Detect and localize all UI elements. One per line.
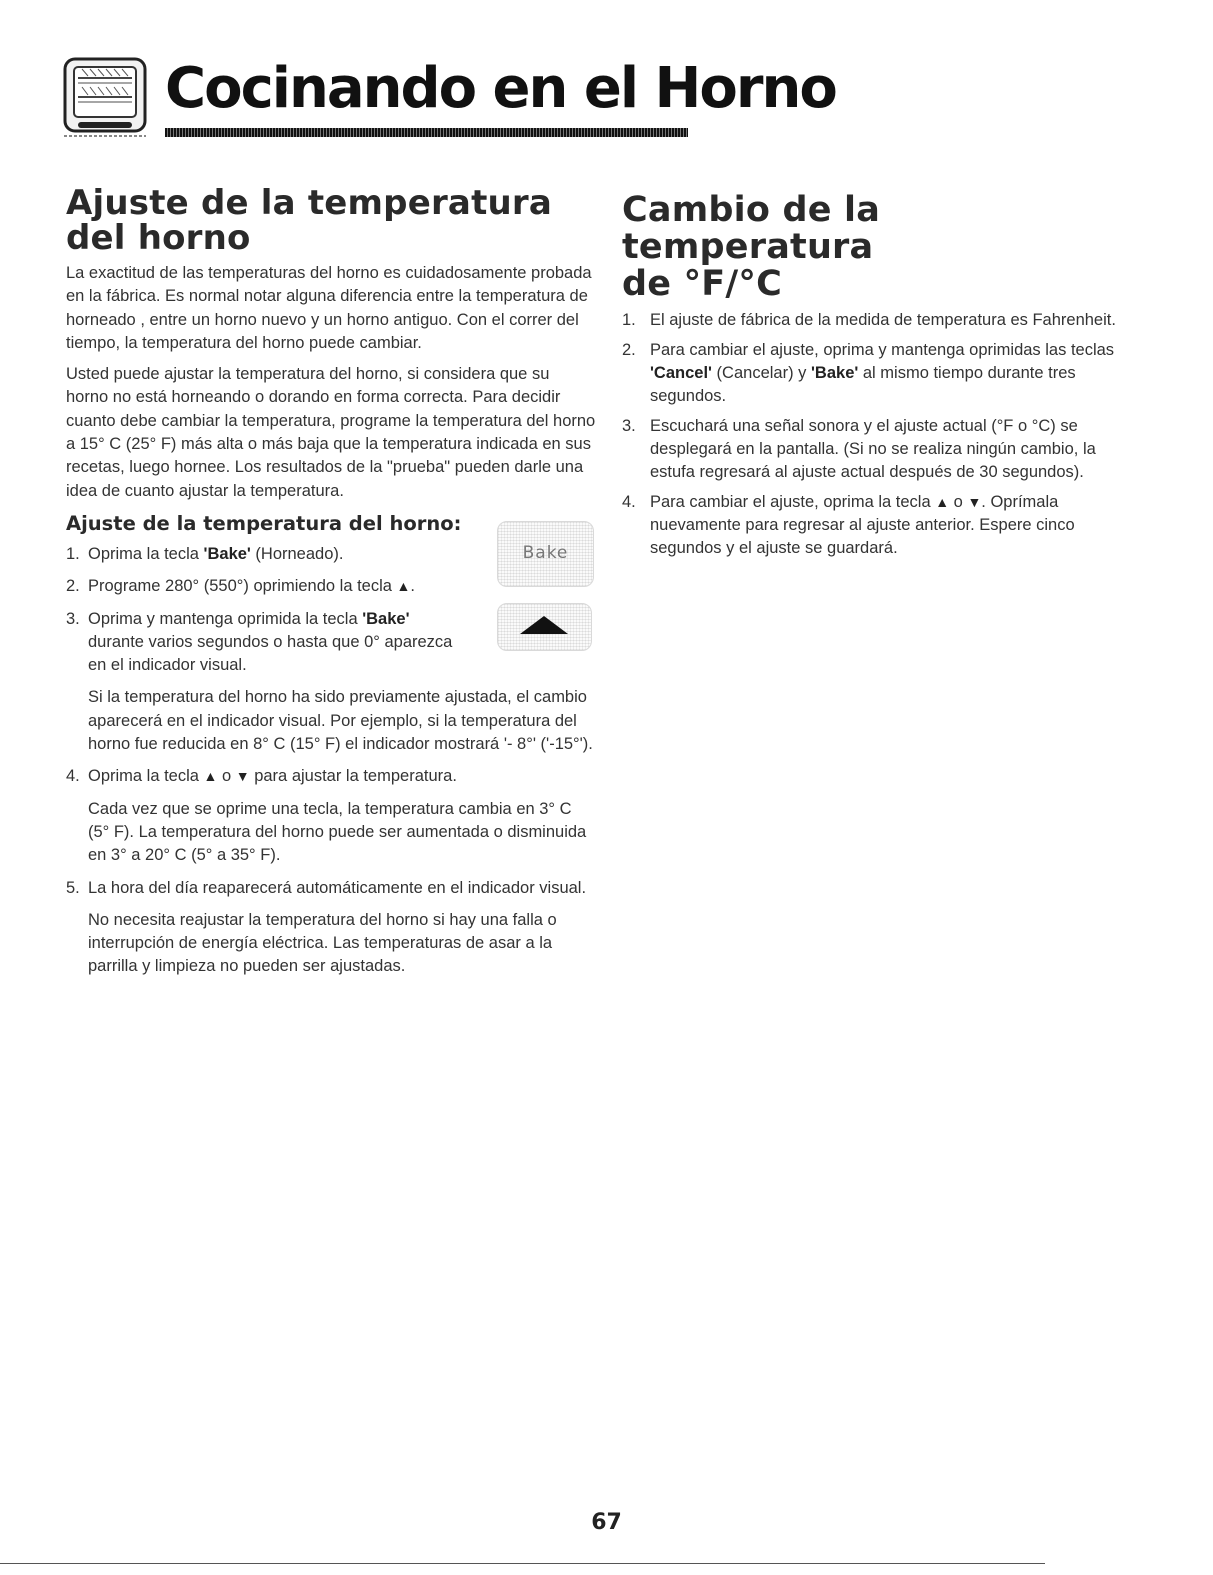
section-title-line1: Ajuste de la temperatura <box>66 183 553 223</box>
list-item <box>622 309 1142 332</box>
up-arrow-icon <box>498 604 591 650</box>
up-arrow-icon: ▲ <box>935 494 950 510</box>
bake-key-label: 'Bake' <box>203 544 251 563</box>
page-title: Cocinando en el Horno <box>165 56 836 121</box>
step-text: Oprima la tecla <box>88 767 204 786</box>
list-item <box>622 415 1142 484</box>
page-number: 67 <box>591 1510 622 1535</box>
right-column <box>622 192 1142 560</box>
intro-paragraph-2: Usted puede ajustar la temperatura del horno, si considera que su horno no está horneando o dorando en forma correcta. Para decidir cuanto debe cambiar la temperatura, programe la temperatura del horno a 15° C (25° F) más alta o más baja que la temperatura indicada en sus recetas, luego hornee. Los resultados de la "prueba" pueden darle una idea de cuanto ajustar la temperatura. <box>66 365 596 500</box>
down-arrow-icon: ▼ <box>967 494 982 510</box>
list-item <box>66 765 596 867</box>
step-text: Para cambiar el ajuste, oprima la tecla <box>650 493 936 511</box>
step-text: El ajuste de fábrica de la medida de temperatura es Fahrenheit. <box>650 311 1116 329</box>
step-text: . Oprímala nuevamente para regresar al ajuste anterior. Espere cinco segundos y el ajuste se guardará. <box>650 493 1075 557</box>
step-text: Oprima y mantenga oprimida la tecla <box>88 609 363 628</box>
oven-icon <box>62 56 148 140</box>
bottom-divider <box>0 1563 1045 1564</box>
step-text: durante varios segundos o hasta que 0° aparezca <box>88 632 453 651</box>
intro-paragraph-1: La exactitud de las temperaturas del horno es cuidadosamente probada en la fábrica. Es normal notar alguna diferencia entre la temperatura de horneado , entre un horno nuevo y un horno antiguo. Con el correr del tiempo, la temperatura del horno puede cambiar. <box>66 264 592 352</box>
up-arrow-icon: ▲ <box>396 578 411 595</box>
up-arrow-icon: ▲ <box>203 768 218 785</box>
bake-key-label: 'Bake' <box>811 364 859 382</box>
subheading-adjust-steps: Ajuste de la temperatura del horno: <box>66 511 462 535</box>
step-text: en el indicador visual. <box>88 656 247 675</box>
list-item <box>66 877 596 979</box>
step-text: (Horneado). <box>250 544 344 563</box>
step-note: Si la temperatura del horno ha sido previamente ajustada, el cambio aparecerá en el indicador visual. Por ejemplo, si la temperatura del horno fue reducida en 8° C (15° F) el indicador mostrará '- 8°' ('-15°'). <box>88 688 593 754</box>
step-text: Escuchará una señal sonora y el ajuste actual (°F o °C) se desplegará en la pantalla. (Si no se realiza ningún cambio, la estufa regresará al ajuste actual después de 30 segundos). <box>650 417 1096 481</box>
section-title-line2: de °F/°C <box>622 264 782 304</box>
step-text: La hora del día reaparecerá automáticamente en el indicador visual. <box>88 878 587 897</box>
step-text: (Cancelar) y <box>711 364 811 382</box>
section-title-unit-change <box>622 192 1142 303</box>
step-text: . <box>410 577 415 596</box>
bake-key-label: 'Bake' <box>362 609 410 628</box>
page-header <box>62 56 836 146</box>
bake-key-image <box>497 521 594 587</box>
step-text: Oprima la tecla <box>88 544 204 563</box>
step-number: 1. <box>66 544 80 563</box>
step-number: 5. <box>66 878 80 897</box>
bake-key-image-label: Bake <box>522 543 569 563</box>
step-text: Para cambiar el ajuste, oprima y mantenga oprimidas las teclas <box>650 341 1115 359</box>
step-text: al mismo tiempo durante tres segundos. <box>650 364 1076 405</box>
step-text: o <box>217 767 236 786</box>
step-note: Cada vez que se oprime una tecla, la temperatura cambia en 3° C (5° F). La temperatura del horno puede ser aumentada o disminuida en 3° a 20° C (5° a 35° F). <box>88 799 587 865</box>
down-arrow-icon: ▼ <box>235 768 250 785</box>
section-title-line2: del horno <box>66 218 251 258</box>
list-item <box>622 491 1142 560</box>
step-number: 3. <box>66 609 80 628</box>
step-number: 2. <box>622 341 636 359</box>
step-number: 1. <box>622 311 636 329</box>
section-title-line1: Cambio de la temperatura <box>622 190 881 267</box>
step-text: o <box>949 493 968 511</box>
step-text: Programe 280° (550°) oprimiendo la tecla <box>88 577 397 596</box>
cancel-key-label: 'Cancel' <box>650 364 712 382</box>
step-number: 4. <box>622 493 636 511</box>
section-title-oven-temperature-adjust <box>66 183 596 258</box>
step-number: 2. <box>66 577 80 596</box>
unit-change-steps-list <box>622 309 1142 560</box>
step-number: 4. <box>66 767 80 786</box>
title-underline <box>165 128 688 137</box>
up-arrow-key-image <box>497 603 592 651</box>
list-item <box>622 339 1142 408</box>
step-number: 3. <box>622 417 636 435</box>
step-note: No necesita reajustar la temperatura del horno si hay una falla o interrupción de energía eléctrica. Las temperaturas de asar a la parrilla y limpieza no pueden ser ajustadas. <box>88 910 557 976</box>
step-text: para ajustar la temperatura. <box>249 767 457 786</box>
